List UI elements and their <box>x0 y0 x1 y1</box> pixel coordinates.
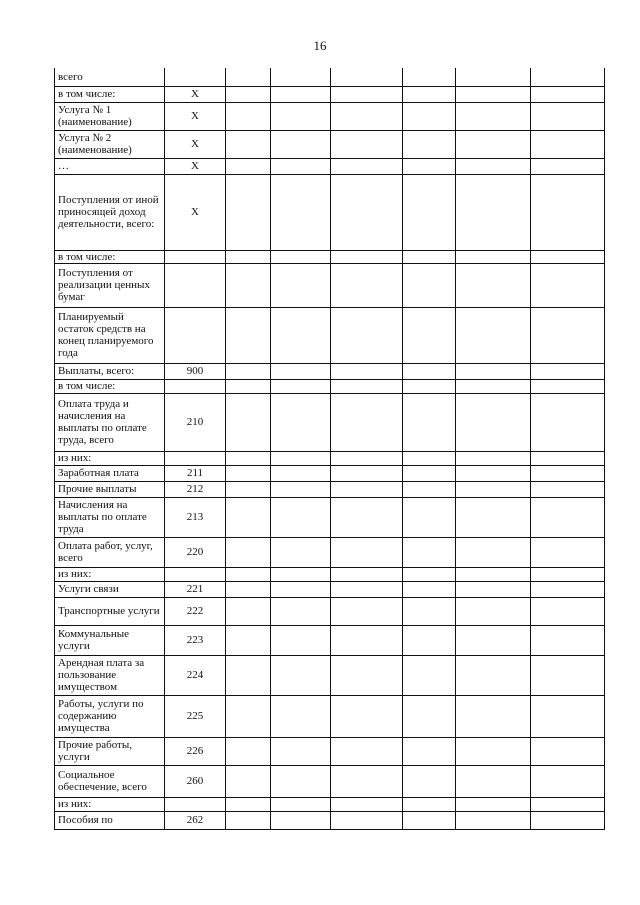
table-row <box>55 363 605 379</box>
table-row <box>55 597 605 625</box>
table-row <box>55 695 605 737</box>
table-cell <box>331 497 403 537</box>
table-row <box>55 497 605 537</box>
table-cell <box>456 497 531 537</box>
table-cell <box>331 393 403 451</box>
row-label: Поступления от иной приносящей доход деятельности, всего: <box>55 174 165 250</box>
table-row <box>55 263 605 307</box>
table-cell <box>403 625 456 655</box>
row-label: Начисления на выплаты по оплате труда <box>55 497 165 537</box>
table-row <box>55 393 605 451</box>
table-cell <box>456 625 531 655</box>
row-code: 226 <box>165 737 226 765</box>
table-cell <box>226 68 271 86</box>
table-cell <box>403 655 456 695</box>
table-cell <box>226 130 271 158</box>
table-row <box>55 130 605 158</box>
row-label: Выплаты, всего: <box>55 363 165 379</box>
table-cell <box>456 68 531 86</box>
row-label: в том числе: <box>55 86 165 102</box>
table-cell <box>226 86 271 102</box>
table-cell <box>531 581 605 597</box>
table-cell <box>226 567 271 581</box>
table-cell <box>403 68 456 86</box>
table-cell <box>226 307 271 363</box>
table-cell <box>271 158 331 174</box>
row-code: 260 <box>165 765 226 797</box>
table-cell <box>456 597 531 625</box>
table-cell <box>531 158 605 174</box>
table-cell <box>403 581 456 597</box>
table-cell <box>456 655 531 695</box>
table-cell <box>456 174 531 250</box>
table-cell <box>531 68 605 86</box>
table-cell <box>271 363 331 379</box>
table-cell <box>226 263 271 307</box>
table-cell <box>403 363 456 379</box>
table-cell <box>456 393 531 451</box>
table-cell <box>403 263 456 307</box>
table-cell <box>531 797 605 811</box>
row-label: из них: <box>55 797 165 811</box>
table-cell <box>403 86 456 102</box>
row-code: 220 <box>165 537 226 567</box>
row-label: Транспортные услуги <box>55 597 165 625</box>
table-cell <box>271 481 331 497</box>
table-row <box>55 481 605 497</box>
table-cell <box>456 481 531 497</box>
row-label: Арендная плата за пользование имуществом <box>55 655 165 695</box>
table-cell <box>331 102 403 130</box>
table-cell <box>456 363 531 379</box>
row-code: 213 <box>165 497 226 537</box>
table-row <box>55 158 605 174</box>
table-cell <box>226 465 271 481</box>
table-cell <box>226 481 271 497</box>
table-cell <box>456 102 531 130</box>
table-cell <box>531 86 605 102</box>
table-cell <box>271 537 331 567</box>
row-label: … <box>55 158 165 174</box>
row-label: Услуга № 1 (наименование) <box>55 102 165 130</box>
row-code: 222 <box>165 597 226 625</box>
table-cell <box>271 174 331 250</box>
table-cell <box>531 451 605 465</box>
row-label: Оплата работ, услуг, всего <box>55 537 165 567</box>
table-cell <box>271 655 331 695</box>
table-cell <box>331 567 403 581</box>
row-label: Заработная плата <box>55 465 165 481</box>
table-cell <box>271 393 331 451</box>
table-cell <box>226 765 271 797</box>
table-cell <box>226 655 271 695</box>
row-code: 900 <box>165 363 226 379</box>
table-cell <box>271 451 331 465</box>
table-cell <box>456 765 531 797</box>
table-cell <box>403 737 456 765</box>
table-row <box>55 537 605 567</box>
table-cell <box>403 765 456 797</box>
table-cell <box>331 797 403 811</box>
table-cell <box>226 811 271 829</box>
table-cell <box>403 130 456 158</box>
table-cell <box>456 250 531 263</box>
row-label: Прочие выплаты <box>55 481 165 497</box>
row-label: Работы, услуги по содержанию имущества <box>55 695 165 737</box>
table-row <box>55 567 605 581</box>
table-cell <box>271 102 331 130</box>
row-label: из них: <box>55 451 165 465</box>
table-cell <box>456 811 531 829</box>
row-code <box>165 263 226 307</box>
table-cell <box>403 481 456 497</box>
table-cell <box>271 307 331 363</box>
table-cell <box>331 451 403 465</box>
table-cell <box>456 537 531 567</box>
table-row <box>55 86 605 102</box>
table-cell <box>226 363 271 379</box>
table-row <box>55 68 605 86</box>
row-label: Коммунальные услуги <box>55 625 165 655</box>
table-cell <box>403 797 456 811</box>
table-cell <box>531 393 605 451</box>
row-label: всего <box>55 68 165 86</box>
table-cell <box>226 102 271 130</box>
table-cell <box>456 263 531 307</box>
table-cell <box>531 481 605 497</box>
row-code: Х <box>165 86 226 102</box>
row-code: 210 <box>165 393 226 451</box>
row-code: Х <box>165 158 226 174</box>
table-cell <box>331 655 403 695</box>
table-cell <box>403 597 456 625</box>
table-cell <box>403 497 456 537</box>
table-cell <box>331 130 403 158</box>
table-cell <box>403 811 456 829</box>
row-label: Услуга № 2 (наименование) <box>55 130 165 158</box>
row-label: в том числе: <box>55 379 165 393</box>
table-cell <box>331 68 403 86</box>
row-label: из них: <box>55 567 165 581</box>
table-cell <box>226 695 271 737</box>
row-label: Пособия по <box>55 811 165 829</box>
row-label: Оплата труда и начисления на выплаты по оплате труда, всего <box>55 393 165 451</box>
table-cell <box>226 393 271 451</box>
table-cell <box>403 158 456 174</box>
table-cell <box>271 695 331 737</box>
table-row <box>55 451 605 465</box>
table-cell <box>271 130 331 158</box>
table-cell <box>531 174 605 250</box>
row-label: Прочие работы, услуги <box>55 737 165 765</box>
table-cell <box>531 379 605 393</box>
page-number: 16 <box>313 38 327 53</box>
row-code: 262 <box>165 811 226 829</box>
table-cell <box>271 465 331 481</box>
table-cell <box>331 250 403 263</box>
table-row <box>55 765 605 797</box>
row-code: 224 <box>165 655 226 695</box>
table-cell <box>271 379 331 393</box>
row-code <box>165 567 226 581</box>
table-cell <box>531 737 605 765</box>
row-label: Услуги связи <box>55 581 165 597</box>
row-code: 225 <box>165 695 226 737</box>
table-cell <box>271 581 331 597</box>
table-cell <box>531 695 605 737</box>
row-code: 212 <box>165 481 226 497</box>
table-cell <box>331 86 403 102</box>
table-cell <box>531 537 605 567</box>
table-row <box>55 625 605 655</box>
table-cell <box>271 765 331 797</box>
table-cell <box>456 158 531 174</box>
table-cell <box>531 497 605 537</box>
table-cell <box>456 86 531 102</box>
table-row <box>55 655 605 695</box>
table-cell <box>403 174 456 250</box>
table-cell <box>531 465 605 481</box>
table-cell <box>403 695 456 737</box>
table-cell <box>531 811 605 829</box>
table-cell <box>226 379 271 393</box>
row-code: 221 <box>165 581 226 597</box>
table-cell <box>531 263 605 307</box>
table-cell <box>456 797 531 811</box>
table-cell <box>331 695 403 737</box>
table-cell <box>456 130 531 158</box>
row-code: 211 <box>165 465 226 481</box>
table-cell <box>271 797 331 811</box>
table-cell <box>403 393 456 451</box>
table-body <box>55 68 605 829</box>
table-cell <box>271 250 331 263</box>
table-cell <box>226 537 271 567</box>
table-cell <box>531 625 605 655</box>
table-cell <box>331 363 403 379</box>
row-code: Х <box>165 102 226 130</box>
table-row <box>55 102 605 130</box>
table-cell <box>226 158 271 174</box>
table-cell <box>271 625 331 655</box>
row-label: Планируемый остаток средств на конец планируемого года <box>55 307 165 363</box>
table-row <box>55 465 605 481</box>
row-code <box>165 451 226 465</box>
table-cell <box>271 737 331 765</box>
table-cell <box>226 250 271 263</box>
table-cell <box>271 497 331 537</box>
row-code: Х <box>165 174 226 250</box>
table-cell <box>271 86 331 102</box>
table-cell <box>531 765 605 797</box>
table-cell <box>456 737 531 765</box>
table-cell <box>456 379 531 393</box>
table-cell <box>331 811 403 829</box>
table-cell <box>456 581 531 597</box>
table-cell <box>226 451 271 465</box>
table-cell <box>331 379 403 393</box>
table-cell <box>271 811 331 829</box>
row-code: Х <box>165 130 226 158</box>
table-row <box>55 174 605 250</box>
table-cell <box>531 363 605 379</box>
table-cell <box>331 597 403 625</box>
table-cell <box>226 625 271 655</box>
table-cell <box>331 537 403 567</box>
table-cell <box>531 567 605 581</box>
table-row <box>55 581 605 597</box>
row-label: в том числе: <box>55 250 165 263</box>
table-cell <box>331 481 403 497</box>
table-cell <box>331 307 403 363</box>
table-row <box>55 737 605 765</box>
row-code <box>165 307 226 363</box>
table-cell <box>403 567 456 581</box>
table-cell <box>531 655 605 695</box>
table-cell <box>531 250 605 263</box>
row-code <box>165 379 226 393</box>
table-cell <box>271 567 331 581</box>
table-cell <box>456 567 531 581</box>
table-cell <box>226 597 271 625</box>
table-cell <box>531 130 605 158</box>
table-row <box>55 250 605 263</box>
row-code <box>165 250 226 263</box>
table-cell <box>456 451 531 465</box>
table-row <box>55 307 605 363</box>
row-label: Поступления от реализации ценных бумаг <box>55 263 165 307</box>
table-row <box>55 379 605 393</box>
row-code <box>165 68 226 86</box>
table-cell <box>271 68 331 86</box>
table-cell <box>531 597 605 625</box>
table-cell <box>403 307 456 363</box>
plan-table <box>54 68 605 830</box>
table-cell <box>331 174 403 250</box>
table-cell <box>226 497 271 537</box>
table-cell <box>331 737 403 765</box>
table-cell <box>331 263 403 307</box>
table-cell <box>271 263 331 307</box>
table-cell <box>403 537 456 567</box>
table-cell <box>331 465 403 481</box>
table-cell <box>226 737 271 765</box>
table-cell <box>456 465 531 481</box>
table-cell <box>226 174 271 250</box>
table-cell <box>331 158 403 174</box>
table-cell <box>403 102 456 130</box>
table-cell <box>271 597 331 625</box>
table-cell <box>226 581 271 597</box>
table-cell <box>531 102 605 130</box>
table-cell <box>456 695 531 737</box>
table-cell <box>331 765 403 797</box>
table-cell <box>456 307 531 363</box>
row-code: 223 <box>165 625 226 655</box>
row-code <box>165 797 226 811</box>
table-cell <box>403 465 456 481</box>
table-row <box>55 811 605 829</box>
table-cell <box>403 250 456 263</box>
table-cell <box>531 307 605 363</box>
row-label: Социальное обеспечение, всего <box>55 765 165 797</box>
table-cell <box>403 379 456 393</box>
table-cell <box>331 581 403 597</box>
table-cell <box>331 625 403 655</box>
table-row <box>55 797 605 811</box>
table-cell <box>403 451 456 465</box>
table-cell <box>226 797 271 811</box>
